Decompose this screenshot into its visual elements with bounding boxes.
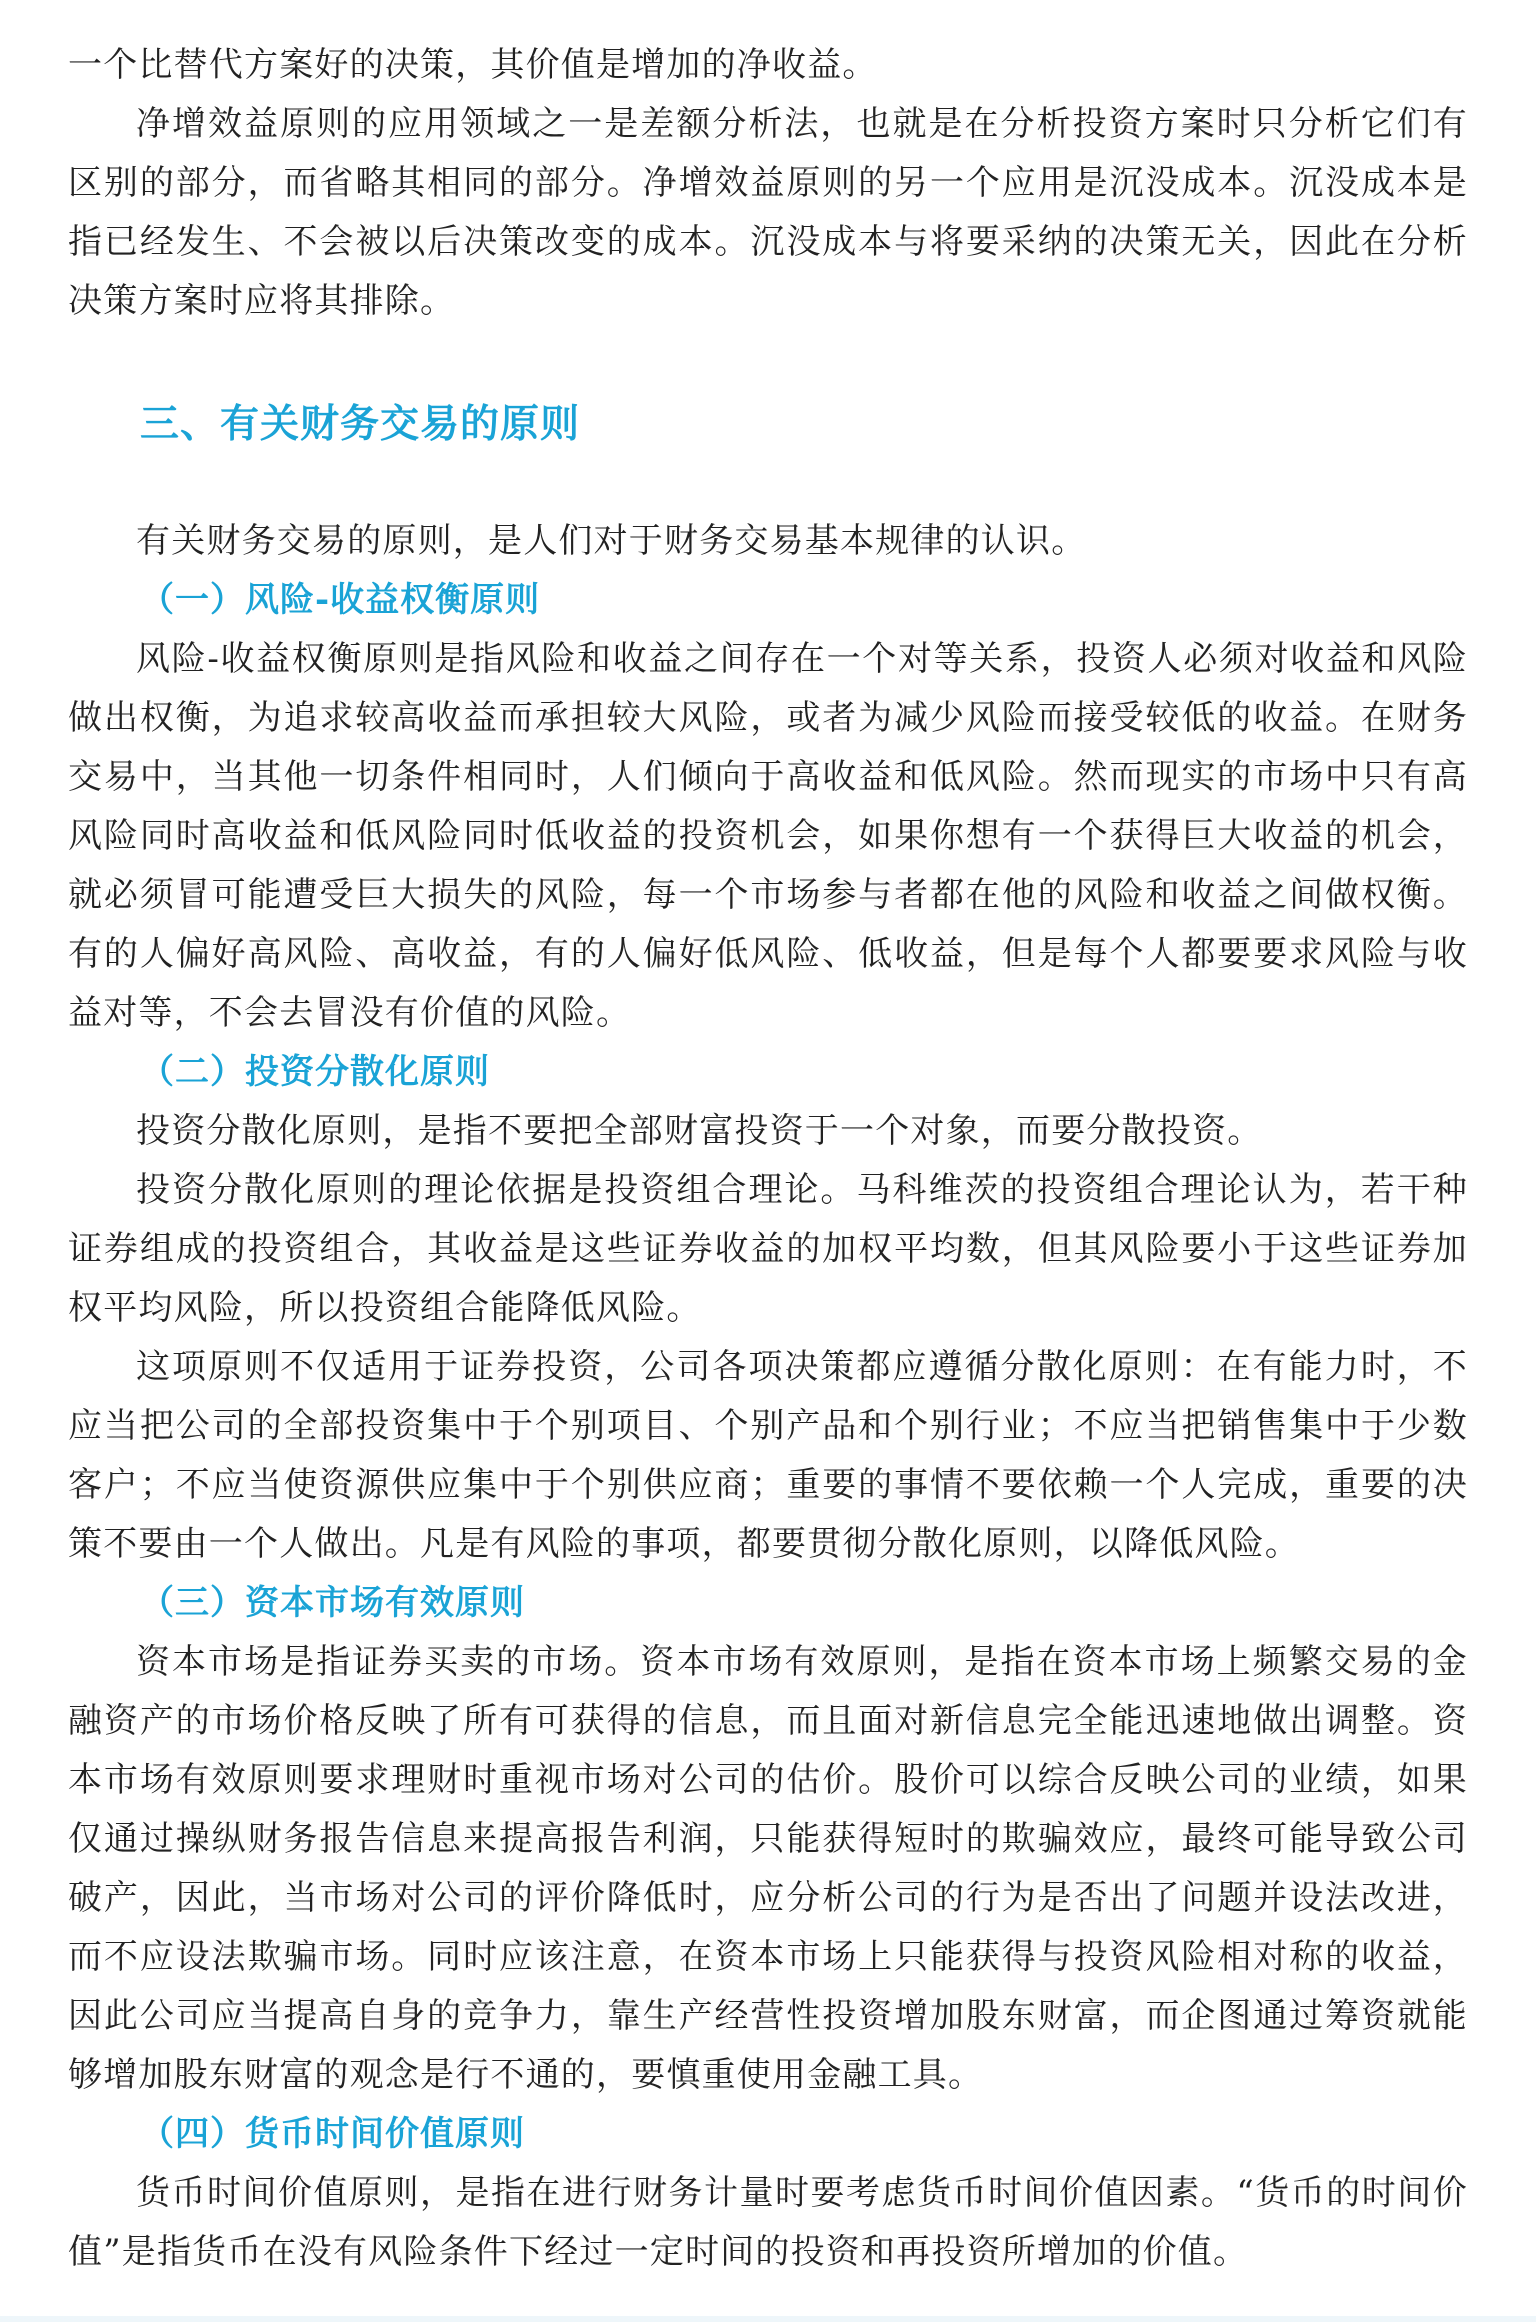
paragraph-risk-return-tradeoff: 风险-收益权衡原则是指风险和收益之间存在一个对等关系，投资人必须对收益和风险做出权衡，为追求较高收益而承担较大风险，或者为减少风险而接受较低的收益。在财务交易中，当其他一切条件相同时，人们倾向于高收益和低风险。然而现实的市场中只有高风险同时高收益和低风险同时低收益的投资机会，如果你想有一个获得巨大收益的机会，就必须冒可能遭受巨大损失的风险，每一个市场参与者都在他的风险和收益之间做权衡。有的人偏好高风险、高收益，有的人偏好低风险、低收益，但是每个人都要要求风险与收益对等，不会去冒没有价值的风险。 [68,639,1468,1033]
spacer [68,454,1468,512]
spacer [68,331,1468,395]
paragraph-diversification-application: 这项原则不仅适用于证券投资，公司各项决策都应遵循分散化原则：在有能力时，不应当把公司的全部投资集中于个别项目、个别产品和个别行业；不应当把销售集中于少数客户；不应当使资源供应集中于个别供应商；重要的事情不要依赖一个人完成，重要的决策不要由一个人做出。凡是有风险的事项，都要贯彻分散化原则，以降低风险。 [68,1347,1468,1564]
paragraph-capital-market-efficiency: 资本市场是指证券买卖的市场。资本市场有效原则，是指在资本市场上频繁交易的金融资产的市场价格反映了所有可获得的信息，而且面对新信息完全能迅速地做出调整。资本市场有效原则要求理财时重视市场对公司的估价。股价可以综合反映公司的业绩，如果仅通过操纵财务报告信息来提高报告利润，只能获得短时的欺骗效应，最终可能导致公司破产，因此，当市场对公司的评价降低时，应分析公司的行为是否出了问题并设法改进，而不应设法欺骗市场。同时应该注意，在资本市场上只能获得与投资风险相对称的收益，因此公司应当提高自身的竞争力，靠生产经营性投资增加股东财富，而企图通过筹资就能够增加股东财富的观念是行不通的，要慎重使用金融工具。 [68,1642,1468,2095]
paragraph-net-benefit-conclusion: 一个比替代方案好的决策，其价值是增加的净收益。 [68,45,878,85]
paragraph-diversification-definition: 投资分散化原则，是指不要把全部财富投资于一个对象，而要分散投资。 [136,1111,1263,1151]
subheading-diversification: （二）投资分散化原则 [140,1052,490,1092]
subheading-capital-market-efficiency: （三）资本市场有效原则 [140,1583,525,1623]
paragraph-time-value-of-money: 货币时间价值原则，是指在进行财务计量时要考虑货币时间价值因素。“货币的时间价值”是指货币在没有风险条件下经过一定时间的投资和再投资所增加的价值。 [68,2173,1468,2272]
paragraph-net-benefit-application: 净增效益原则的应用领域之一是差额分析法，也就是在分析投资方案时只分析它们有区别的部分，而省略其相同的部分。净增效益原则的另一个应用是沉没成本。沉没成本是指已经发生、不会被以后决策改变的成本。沉没成本与将要采纳的决策无关，因此在分析决策方案时应将其排除。 [68,104,1468,321]
paragraph-diversification-theory: 投资分散化原则的理论依据是投资组合理论。马科维茨的投资组合理论认为，若干种证券组成的投资组合，其收益是这些证券收益的加权平均数，但其风险要小于这些证券加权平均风险，所以投资组合能降低风险。 [68,1170,1468,1328]
page-bottom-edge [0,2316,1536,2322]
section-heading-financial-transaction-principles: 三、有关财务交易的原则 [140,402,581,447]
document-page [68,36,1468,2282]
subheading-risk-return-tradeoff: （一）风险-收益权衡原则 [140,580,541,620]
subheading-time-value-of-money: （四）货币时间价值原则 [140,2114,525,2154]
paragraph-section-intro: 有关财务交易的原则，是人们对于财务交易基本规律的认识。 [136,521,1087,561]
